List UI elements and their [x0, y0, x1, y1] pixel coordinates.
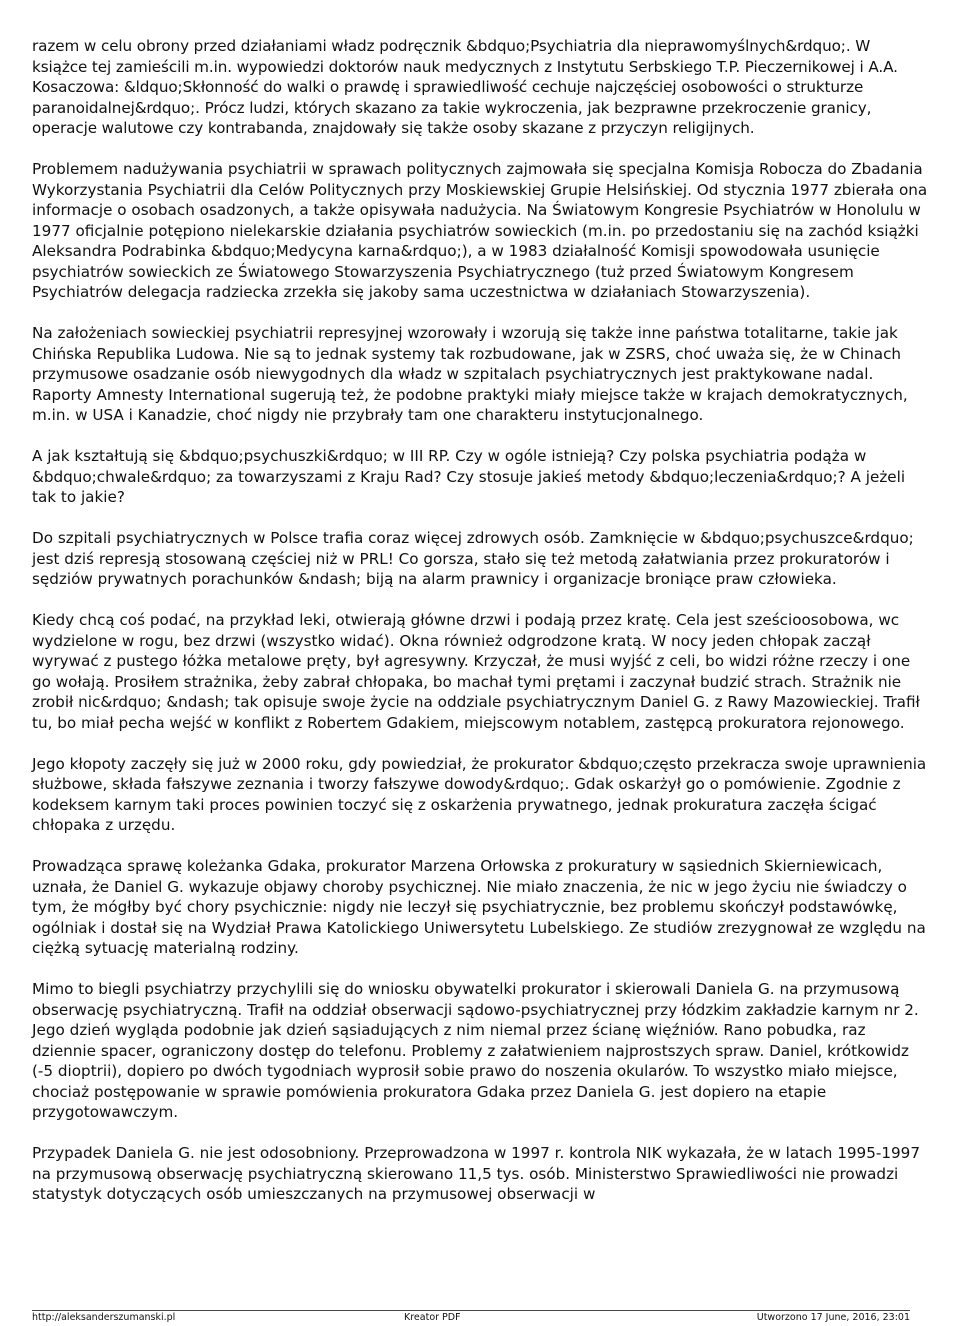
- document-body: [32, 36, 928, 1225]
- paragraph-9: Mimo to biegli psychiatrzy przychylili się do wniosku obywatelki prokurator i skierowali Daniela G. na przymusową obserwację psychiatryczną. Trafił na oddział obserwacji sądowo-psychiatrycznej przy łódzkim zakładzie karnym nr 2. Jego dzień wygląda podobnie jak dzień sąsiadujących z nim niemal przez ścianę więźniów. Rano pobudka, raz dziennie spacer, ograniczony dostęp do telefonu. Problemy z załatwieniem najprostszych spraw. Daniel, krótkowidz (-5 dioptrii), dopiero po dwóch tygodniach wyprosił sobie prawo do noszenia okularów. To wszystko miało miejsce, chociaż postępowanie w sprawie pomówienia prokuratora Gdaka przez Daniela G. jest dopiero na etapie przygotowawczym.: [32, 980, 919, 1121]
- footer-generator: Kreator PDF: [404, 1312, 461, 1323]
- paragraph-5: Do szpitali psychiatrycznych w Polsce trafia coraz więcej zdrowych osób. Zamknięcie w &bdquo;psychuszce&rdquo; jest dziś represją stosowaną częściej niż w PRL! Co gorsza, stało się też metodą załatwiania przez prokuratorów i sędziów prywatnych porachunków &ndash; biją na alarm prawnicy i organizacje broniące praw człowieka.: [32, 529, 914, 588]
- paragraph-10: Przypadek Daniela G. nie jest odosobniony. Przeprowadzona w 1997 r. kontrola NIK wykazała, że w latach 1995-1997 na przymusową obserwację psychiatryczną skierowano 11,5 tys. osób. Ministerstwo Sprawiedliwości nie prowadzi statystyk dotyczących osób umieszczanych na przymusowej obserwacji w: [32, 1144, 920, 1203]
- paragraph-4: A jak kształtują się &bdquo;psychuszki&rdquo; w III RP. Czy w ogóle istnieją? Czy polska psychiatria podąża w &bdquo;chwale&rdquo; za towarzyszami z Kraju Rad? Czy stosuje jakieś metody &bdquo;leczenia&rdquo;? A jeżeli tak to jakie?: [32, 447, 906, 506]
- footer-created-date: Utworzono 17 June, 2016, 23:01: [756, 1312, 910, 1323]
- paragraph-3: Na założeniach sowieckiej psychiatrii represyjnej wzorowały i wzorują się także inne państwa totalitarne, takie jak Chińska Republika Ludowa. Nie są to jednak systemy tak rozbudowane, jak w ZSRS, choć uważa się, że w Chinach przymusowe osadzanie osób niewygodnych dla władz w szpitalach psychiatrycznych jest praktykowane nadal. Raporty Amnesty International sugerują też, że podobne praktyki miały miejsce także w krajach demokratycznych, m.in. w USA i Kanadzie, choć nigdy nie przybrały tam one charakteru instytucjonalnego.: [32, 324, 908, 424]
- paragraph-8: Prowadząca sprawę koleżanka Gdaka, prokurator Marzena Orłowska z prokuratury w sąsiednich Skierniewicach, uznała, że Daniel G. wykazuje objawy choroby psychicznej. Nie miało znaczenia, że nic w jego życiu nie świadczy o tym, że mógłby być chory psychicznie: nigdy nie leczył się psychiatrycznie, bez problemu skończył podstawówkę, ogólniak i dostał się na Wydział Prawa Katolickiego Uniwersytetu Lubelskiego. Ze studiów zrezygnował ze względu na ciężką sytuację materialną rodziny.: [32, 857, 926, 957]
- paragraph-2: Problemem nadużywania psychiatrii w sprawach politycznych zajmowała się specjalna Komisja Robocza do Zbadania Wykorzystania Psychiatrii dla Celów Politycznych przy Moskiewskiej Grupie Helsińskiej. Od stycznia 1977 zbierała ona informacje o osobach osadzonych, a także opisywała nadużycia. Na Światowym Kongresie Psychiatrów w Honolulu w 1977 oficjalnie potępiono nielekarskie działania psychiatrów sowieckich (m.in. po przedostaniu się na zachód książki Aleksandra Podrabinka &bdquo;Medycyna karna&rdquo;), a w 1983 działalność Komisji spowodowała usunięcie psychiatrów sowieckich ze Światowego Stowarzyszenia Psychiatrycznego (tuż przed Światowym Kongresem Psychiatrów delegacja radziecka zrzekła się jakoby sama uczestnictwa w działaniach Stowarzyszenia).: [32, 160, 928, 301]
- footer-url-link[interactable]: http://aleksanderszumanski.pl: [32, 1312, 176, 1323]
- paragraph-6: Kiedy chcą coś podać, na przykład leki, otwierają główne drzwi i podają przez kratę. Cela jest sześcioosobowa, wc wydzielone w rogu, bez drzwi (wszystko widać). Okna również odgrodzone kratą. W nocy jeden chłopak zaczął wyrywać z pustego łóżka metalowe pręty, był agresywny. Krzyczał, że musi wyjść z celi, bo widzi różne rzeczy i one go wołają. Prosiłem strażnika, żeby zabrał chłopaka, bo machał tymi prętami i zaczynał budzić strach. Strażnik nie zrobił nic&rdquo; &ndash; tak opisuje swoje życie na oddziale psychiatrycznym Daniel G. z Rawy Mazowieckiej. Trafił tu, bo miał pecha wejść w konflikt z Robertem Gdakiem, miejscowym notablem, zastępcą prokuratora rejonowego.: [32, 611, 920, 732]
- page-footer: [32, 1310, 910, 1326]
- paragraph-7: Jego kłopoty zaczęły się już w 2000 roku, gdy powiedział, że prokurator &bdquo;często przekracza swoje uprawnienia służbowe, składa fałszywe zeznania i tworzy fałszywe dowody&rdquo;. Gdak oskarżył go o pomówienie. Zgodnie z kodeksem karnym taki proces powinien toczyć się z oskarżenia prywatnego, jednak prokuratura zaczęła ścigać chłopaka z urzędu.: [32, 754, 927, 834]
- paragraph-1: razem w celu obrony przed działaniami władz podręcznik &bdquo;Psychiatria dla nieprawomyślnych&rdquo;. W książce tej zamieścili m.in. wypowiedzi doktorów nauk medycznych z Instytutu Serbskiego T.P. Pieczernikowej i A.A. Kosaczowa: &ldquo;Skłonność do walki o prawdę i sprawiedliwość cechuje najczęściej osobowości o strukturze paranoidalnej&rdquo;. Prócz ludzi, których skazano za takie wykroczenia, jak bezprawne przekroczenie granicy, operacje walutowe czy kontrabanda, znajdowały się także osoby skazane z przyczyn religijnych.: [32, 37, 898, 137]
